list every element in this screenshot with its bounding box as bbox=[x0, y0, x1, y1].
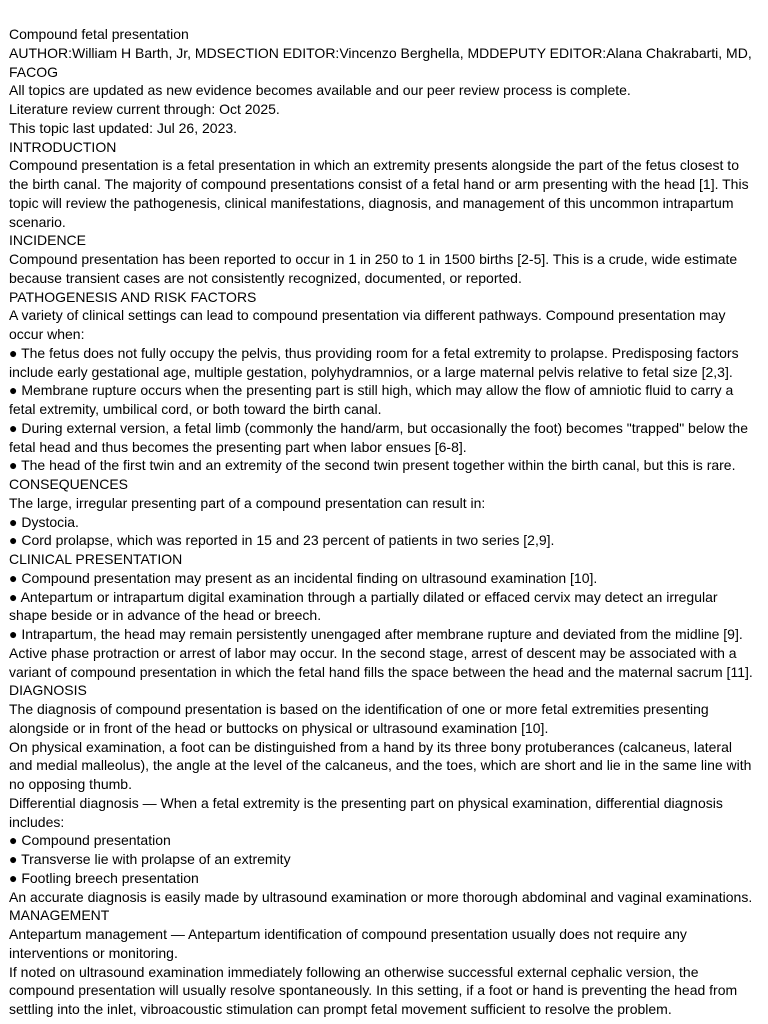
section-heading-consequences: CONSEQUENCES bbox=[9, 476, 129, 492]
bullet-item: ● Transverse lie with prolapse of an extremity bbox=[9, 851, 291, 867]
section-heading-diagnosis: DIAGNOSIS bbox=[9, 682, 87, 699]
update-note: All topics are updated as new evidence becomes available and our peer review process is complete. bbox=[9, 82, 631, 99]
paragraph: Compound presentation is a fetal presentation in which an extremity presents alongside the part of the fetus closest to the birth canal. The majority of compound presentations consist of a fetal hand or arm presenting with the head [1]. This topic will review the pathogenesis, clinical manifestations, diagnosis, and management of this uncommon intrapartum scenario. bbox=[9, 157, 749, 230]
section-heading-pathogenesis: PATHOGENESIS AND RISK FACTORS bbox=[9, 288, 257, 305]
paragraph: An accurate diagnosis is easily made by ultrasound examination or more thorough abdominal and vaginal examinations. bbox=[9, 888, 753, 905]
section-heading-introduction: INTRODUCTION bbox=[9, 138, 117, 155]
paragraph: Antepartum management — Antepartum identification of compound presentation usually does not require any interventions or monitoring. bbox=[9, 926, 687, 961]
section-heading-incidence: INCIDENCE bbox=[9, 232, 87, 249]
section-heading-clinical-presentation: CLINICAL PRESENTATION bbox=[9, 551, 183, 567]
bullet-item: ● Dystocia. bbox=[9, 513, 79, 530]
paragraph: If noted on ultrasound examination immediately following an otherwise successful external cephalic version, the compound presentation will usually resolve spontaneously. In this setting, if a foot or hand is preventing the head from settling into the inlet, vibroacoustic stimulation can prompt fetal movement sufficient to resolve the problem. bbox=[9, 963, 738, 1017]
paragraph: The diagnosis of compound presentation is based on the identification of one or more fetal extremities presenting alongside or in front of the head or buttocks on physical or ultrasound examination [10]. bbox=[9, 701, 709, 736]
literature-review-date: Literature review current through: Oct 2025. bbox=[9, 101, 280, 117]
bullet-item: ● The fetus does not fully occupy the pelvis, thus providing room for a fetal extremity to prolapse. Predisposing factors include early gestational age, multiple gestation, polyhydramnios, or a large maternal pelvis relative to fetal size [2,3]. bbox=[9, 344, 739, 380]
article-title: Compound fetal presentation bbox=[9, 26, 189, 42]
bullet-item: ● Membrane rupture occurs when the presenting part is still high, which may allow the flow of amniotic fluid to carry a fetal extremity, umbilical cord, or both toward the birth canal. bbox=[9, 382, 734, 417]
paragraph: On physical examination, a foot can be distinguished from a hand by its three bony protuberances (calcaneus, lateral and medial malleolus), the angle at the level of the calcaneus, and the toes, which are short and lie in the same line with no opposing thumb. bbox=[9, 738, 752, 792]
bullet-item: ● Cord prolapse, which was reported in 15 and 23 percent of patients in two series [2,9]. bbox=[9, 532, 555, 549]
bullet-item: ● Antepartum or intrapartum digital examination through a partially dilated or effaced cervix may detect an irregular shape beside or in advance of the head or breech. bbox=[9, 588, 718, 624]
paragraph: Active phase protraction or arrest of labor may occur. In the second stage, arrest of descent may be associated with a variant of compound presentation in which the fetal hand fills the space between the head and the maternal sacrum [11]. bbox=[9, 644, 753, 680]
author-line: AUTHOR:William H Barth, Jr, MDSECTION EDITOR:Vincenzo Berghella, MDDEPUTY EDITOR:Alana Chakrabarti, MD, FACOG bbox=[9, 44, 752, 80]
bullet-item: ● Compound presentation may present as an incidental finding on ultrasound examination [10]. bbox=[9, 569, 598, 586]
bullet-item: ● Footling breech presentation bbox=[9, 869, 199, 886]
paragraph: A variety of clinical settings can lead to compound presentation via different pathways. Compound presentation may occur when: bbox=[9, 307, 726, 342]
last-updated-date: This topic last updated: Jul 26, 2023. bbox=[9, 119, 238, 136]
paragraph: Differential diagnosis — When a fetal extremity is the presenting part on physical examination, differential diagnosis includes: bbox=[9, 794, 723, 830]
bullet-item: ● Compound presentation bbox=[9, 832, 171, 849]
section-heading-management: MANAGEMENT bbox=[9, 907, 110, 924]
bullet-item: ● During external version, a fetal limb (commonly the hand/arm, but occasionally the foot) becomes "trapped" below the fetal head and thus becomes the presenting part when labor ensues [6-8]. bbox=[9, 419, 748, 455]
bullet-item: ● The head of the first twin and an extremity of the second twin present together within the birth canal, but this is rare. bbox=[9, 457, 736, 474]
bullet-item: ● Intrapartum, the head may remain persistently unengaged after membrane rupture and deviated from the midline [9]. bbox=[9, 626, 743, 642]
paragraph: Compound presentation has been reported to occur in 1 in 250 to 1 in 1500 births [2-5]. This is a crude, wide estimate because transient cases are not consistently recognized, documented, or reported. bbox=[9, 251, 738, 286]
paragraph: The large, irregular presenting part of a compound presentation can result in: bbox=[9, 494, 486, 511]
